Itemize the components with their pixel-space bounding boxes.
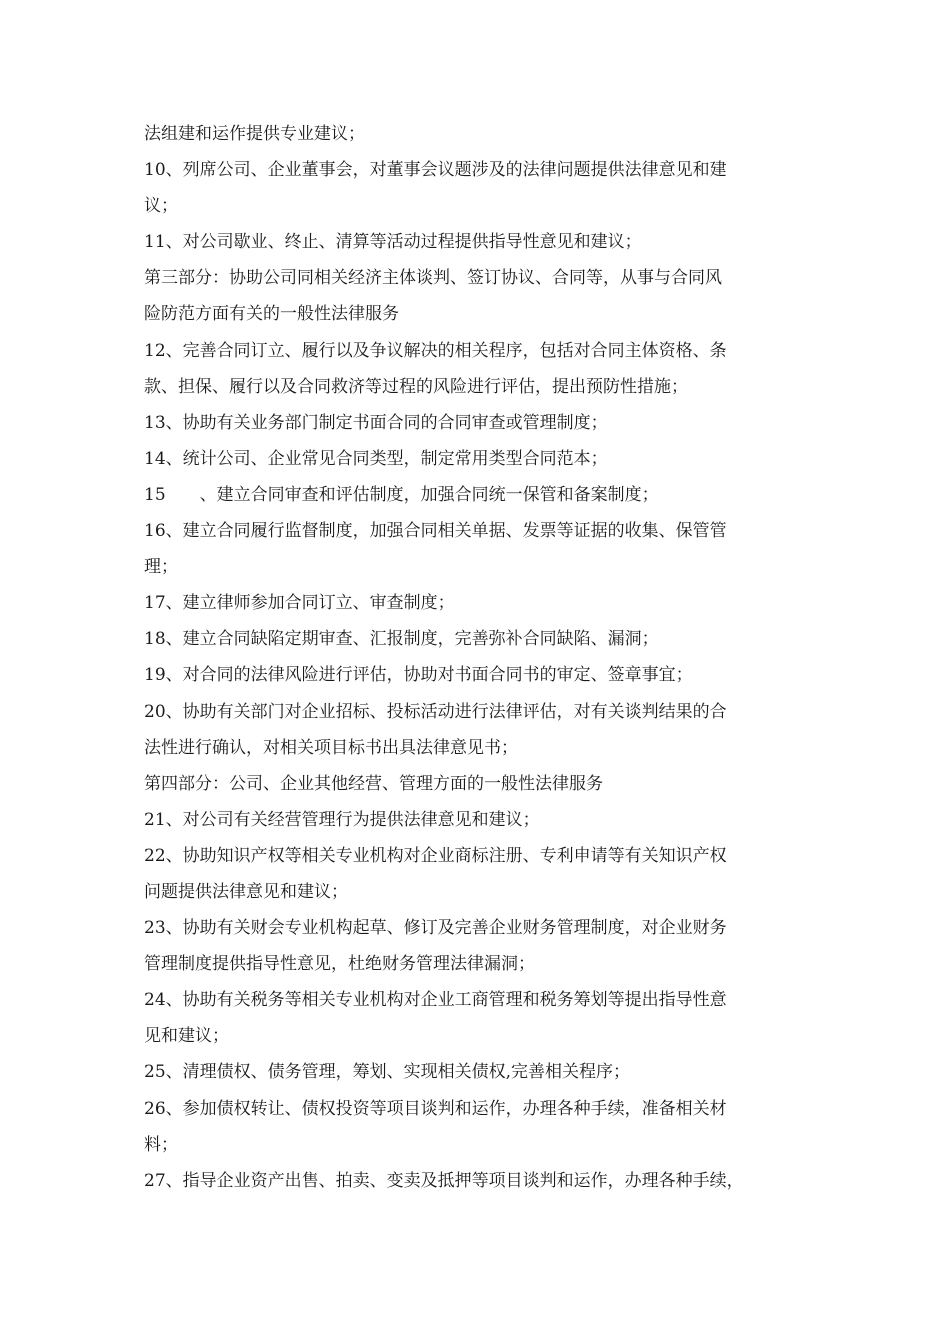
text-line: 10、列席公司、企业董事会，对董事会议题涉及的法律问题提供法律意见和建 xyxy=(144,160,727,181)
text-line: 13、协助有关业务部门制定书面合同的合同审查或管理制度； xyxy=(144,412,608,433)
text-line: 27、指导企业资产出售、拍卖、变卖及抵押等项目谈判和运作，办理各种手续， xyxy=(144,1170,744,1191)
text-line: 问题提供法律意见和建议； xyxy=(144,881,348,902)
text-line: 17、建立律师参加合同订立、审查制度； xyxy=(144,593,455,614)
text-line: 24、协助有关税务等相关专业机构对企业工商管理和税务筹划等提出指导性意 xyxy=(144,990,727,1011)
text-line: 险防范方面有关的一般性法律服务 xyxy=(144,304,399,325)
text-line: 14、统计公司、企业常见合同类型，制定常用类型合同范本； xyxy=(144,448,608,469)
text-line: 12、完善合同订立、履行以及争议解决的相关程序，包括对合同主体资格、条 xyxy=(144,340,727,361)
text-line: 理； xyxy=(144,557,178,578)
text-line: 21、对公司有关经营管理行为提供法律意见和建议； xyxy=(144,809,540,830)
text-line: 议； xyxy=(144,196,178,217)
text-line: 26、参加债权转让、债权投资等项目谈判和运作，办理各种手续，准备相关材 xyxy=(144,1098,727,1119)
text-line: 23、协助有关财会专业机构起草、修订及完善企业财务管理制度，对企业财务 xyxy=(144,918,727,939)
text-line: 法性进行确认，对相关项目标书出具法律意见书； xyxy=(144,737,518,758)
text-line: 15 、建立合同审查和评估制度，加强合同统一保管和备案制度； xyxy=(144,484,659,505)
text-line: 11、对公司歇业、终止、清算等活动过程提供指导性意见和建议； xyxy=(144,232,642,253)
text-line: 法组建和运作提供专业建议； xyxy=(144,124,365,144)
document-body xyxy=(144,116,824,1199)
text-line: 管理制度提供指导性意见，杜绝财务管理法律漏洞； xyxy=(144,954,535,975)
text-line: 料； xyxy=(144,1134,178,1155)
text-line: 款、担保、履行以及合同救济等过程的风险进行评估，提出预防性措施； xyxy=(144,376,688,397)
text-line: 第四部分：公司、企业其他经营、管理方面的一般性法律服务 xyxy=(144,773,603,794)
text-line: 第三部分：协助公司同相关经济主体谈判、签订协议、合同等，从事与合同风 xyxy=(144,268,722,289)
text-line: 见和建议； xyxy=(144,1026,229,1047)
text-line: 19、对合同的法律风险进行评估，协助对书面合同书的审定、签章事宜； xyxy=(144,665,693,686)
text-line: 18、建立合同缺陷定期审查、汇报制度，完善弥补合同缺陷、漏洞； xyxy=(144,629,659,650)
text-line: 16、建立合同履行监督制度，加强合同相关单据、发票等证据的收集、保管管 xyxy=(144,521,727,542)
text-line: 20、协助有关部门对企业招标、投标活动进行法律评估，对有关谈判结果的合 xyxy=(144,701,727,722)
text-line: 22、协助知识产权等相关专业机构对企业商标注册、专利申请等有关知识产权 xyxy=(144,845,727,866)
text-line: 25、清理债权、债务管理，筹划、实现相关债权,完善相关程序； xyxy=(144,1062,631,1083)
